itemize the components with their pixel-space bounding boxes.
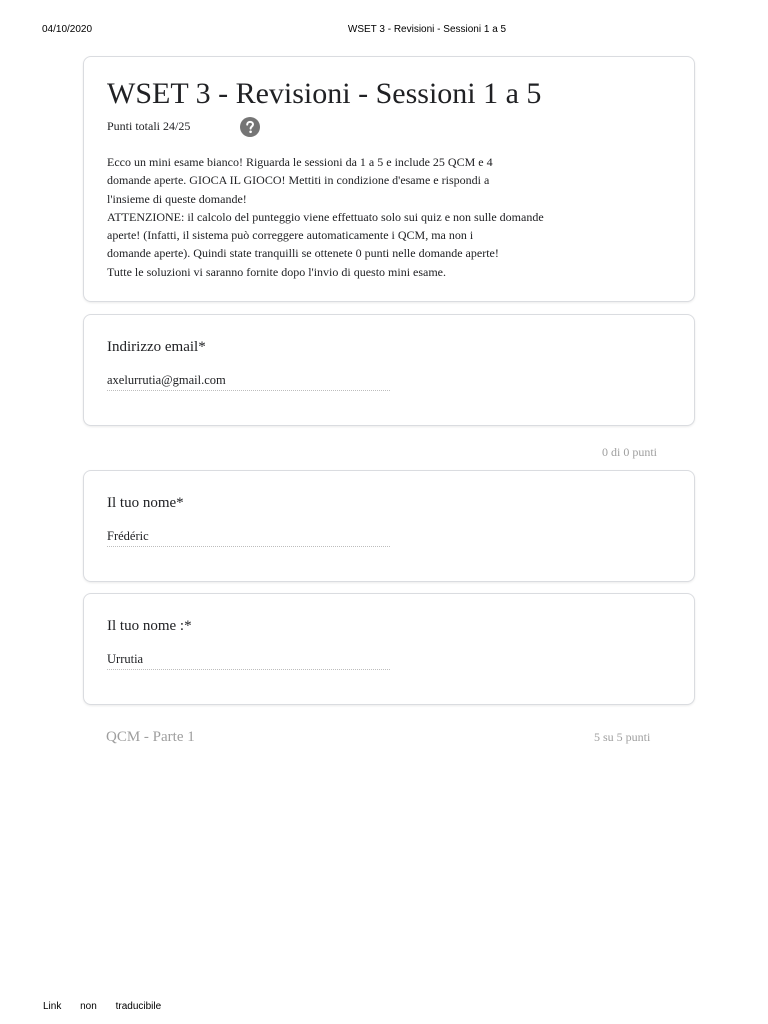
answer-last-name: Urrutia (107, 652, 390, 670)
section-points: 5 su 5 punti (594, 730, 651, 744)
form-header-card (83, 56, 695, 302)
question-card-email (83, 314, 695, 426)
question-card-first-name (83, 470, 695, 582)
form-title: WSET 3 - Revisioni - Sessioni 1 a 5 (107, 77, 542, 110)
question-label-email: Indirizzo email* (107, 339, 206, 355)
form-description: Ecco un mini esame bianco! Riguarda le sessioni da 1 a 5 e include 25 QCM e 4 domande aperte. GIOCA IL GIOCO! Mettiti in condizione d'esame e rispondi a l'insieme di queste domande! ATTENZIONE: il calcolo del punteggio viene effettuato solo sui quiz e non sulle domande aperte! (Infatti, il sistema può correggere automaticamente i QCM, ma non i domande aperte). Quindi state tranquilli se ottenete 0 punti nelle domande aperte! Tutte le soluzioni vi saranno fornite dopo l'invio di questo mini esame. (107, 155, 544, 279)
total-score: Punti totali 24/25 (107, 119, 191, 133)
answer-email: axelurrutia@gmail.com (107, 373, 390, 391)
section-title: QCM - Parte 1 (106, 729, 195, 745)
question-label-last-name: Il tuo nome :* (107, 618, 192, 634)
question-label-first-name: Il tuo nome* (107, 495, 184, 511)
points-label-email: 0 di 0 punti (602, 445, 658, 459)
question-card-last-name (83, 593, 695, 705)
print-date: 04/10/2020 (42, 24, 93, 35)
print-title: WSET 3 - Revisioni - Sessioni 1 a 5 (347, 24, 507, 35)
answer-first-name: Frédéric (107, 529, 390, 547)
footer-link-text[interactable]: Link non traducibile (43, 1001, 162, 1012)
question-circle-icon[interactable] (240, 117, 260, 137)
